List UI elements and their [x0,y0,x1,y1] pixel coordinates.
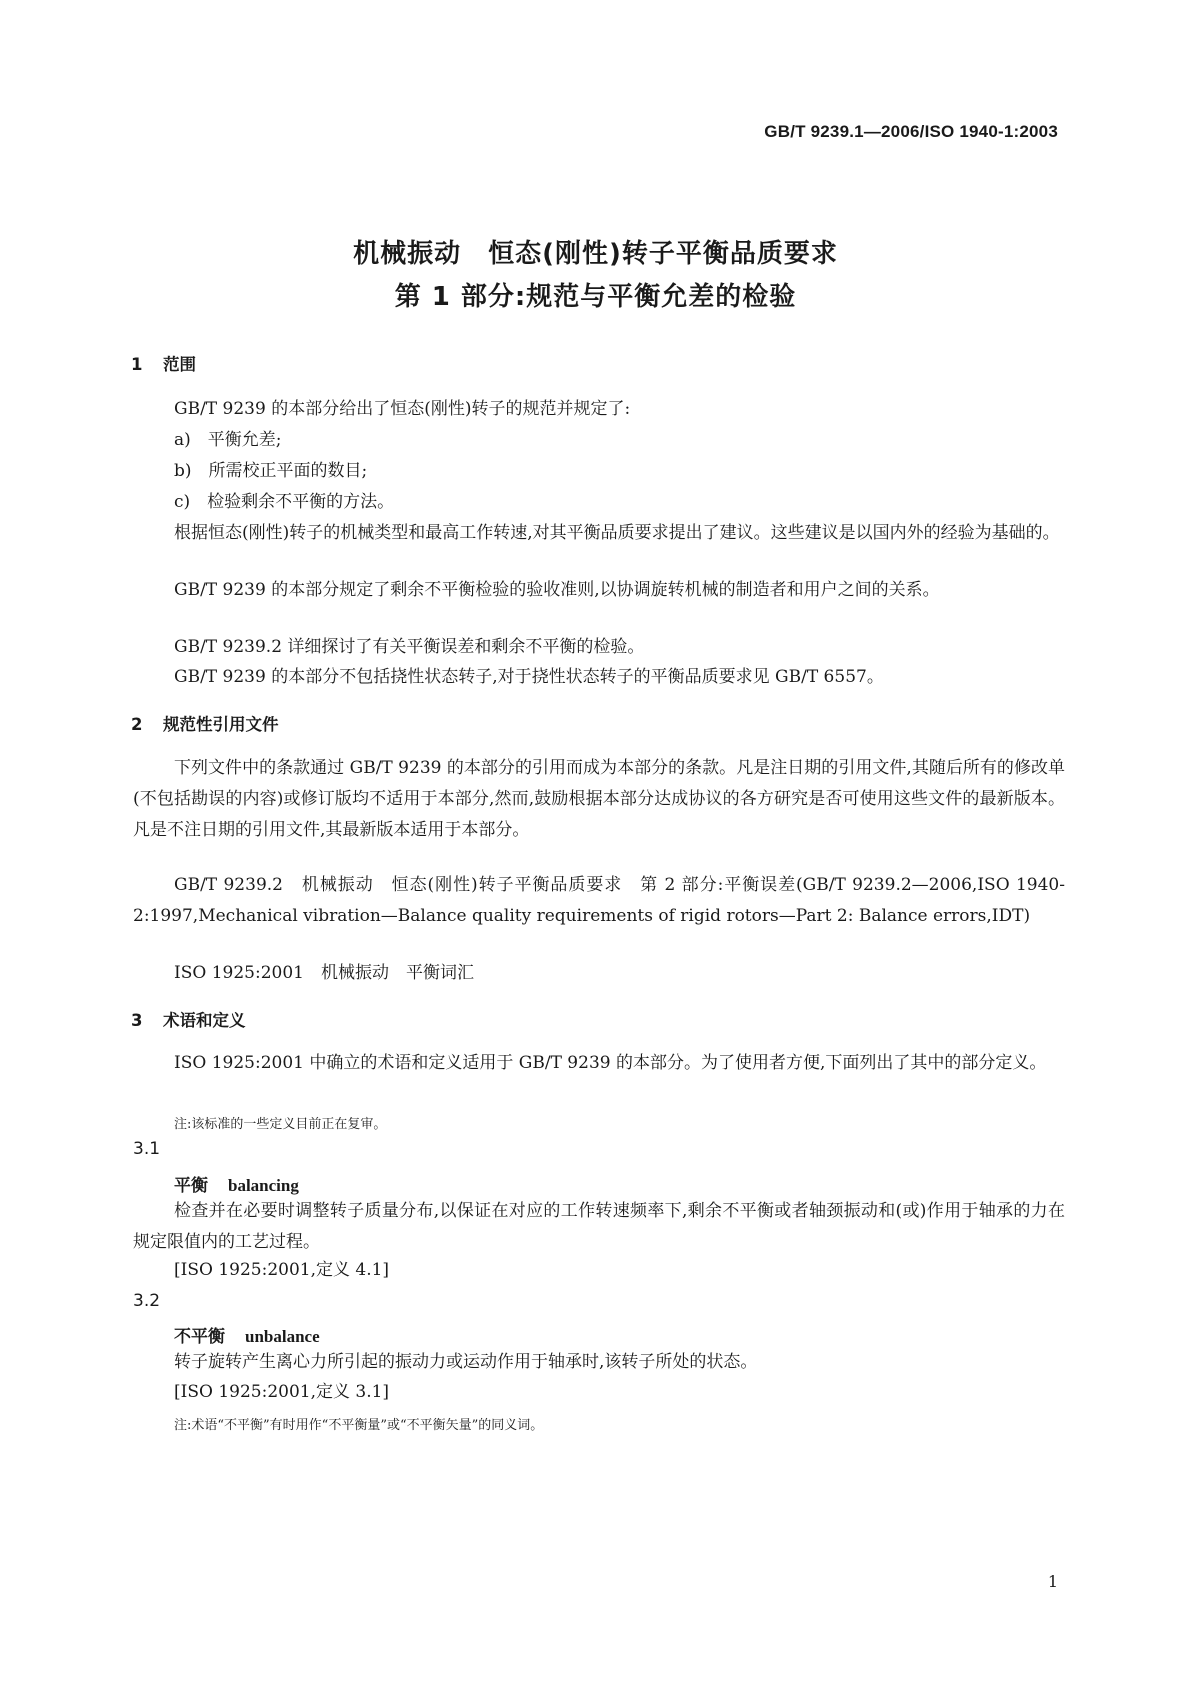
note: 注:该标准的一些定义目前正在复审。 [174,1117,387,1132]
term-chinese: 平衡 [174,1176,208,1196]
scope-paragraph-3: GB/T 9239.2 详细探讨了有关平衡误差和剩余不平衡的检验。 [174,637,645,657]
section-title: 术语和定义 [163,1011,246,1030]
term-number: 3.2 [133,1291,161,1311]
section-3-heading [131,1007,246,1031]
list-item: b) 所需校正平面的数目; [174,461,368,481]
section-number: 3 [131,1011,143,1030]
section-number: 1 [131,355,143,374]
page-number: 1 [1047,1572,1058,1591]
scope-intro: GB/T 9239 的本部分给出了恒态(刚性)转子的规范并规定了: [174,399,631,419]
term-english: unbalance [245,1327,320,1346]
term-heading [174,1322,320,1347]
term-source: [ISO 1925:2001,定义 3.1] [174,1382,390,1402]
reference-entry: GB/T 9239.2 机械振动 恒态(刚性)转子平衡品质要求 第 2 部分:平衡误差(GB/T 9239.2—2006,ISO 1940-2:1997,Mechanical vibration—Balance quality requirements of rigid rotors—Part 2: Balance errors,IDT) [133,875,1065,926]
term-english: balancing [228,1176,299,1195]
document-title-line1: 机械振动 恒态(刚性)转子平衡品质要求 [353,239,838,269]
note: 注:术语“不平衡”有时用作“不平衡量”或“不平衡矢量”的同义词。 [174,1418,544,1433]
normative-references-paragraph: 下列文件中的条款通过 GB/T 9239 的本部分的引用而成为本部分的条款。凡是注日期的引用文件,其随后所有的修改单(不包括勘误的内容)或修订版均不适用于本部分,然而,鼓励根据本部分达成协议的各方研究是否可使用这些文件的最新版本。凡是不注日期的引用文件,其最新版本适用于本部分。 [133,758,1065,840]
term-heading [174,1171,299,1196]
scope-paragraph-1: 根据恒态(刚性)转子的机械类型和最高工作转速,对其平衡品质要求提出了建议。这些建议是以国内外的经验为基础的。 [174,523,1060,543]
term-definition: 转子旋转产生离心力所引起的振动力或运动作用于轴承时,该转子所处的状态。 [174,1352,758,1372]
scope-paragraph-4: GB/T 9239 的本部分不包括挠性状态转子,对于挠性状态转子的平衡品质要求见 GB/T 6557。 [174,667,884,687]
list-item: c) 检验剩余不平衡的方法。 [174,492,395,512]
term-source: [ISO 1925:2001,定义 4.1] [174,1260,390,1280]
term-definition: 检查并在必要时调整转子质量分布,以保证在对应的工作转速频率下,剩余不平衡或者轴颈振动和(或)作用于轴承的力在规定限值内的工艺过程。 [133,1201,1065,1252]
reference-entry: ISO 1925:2001 机械振动 平衡词汇 [174,963,474,983]
term-chinese: 不平衡 [174,1327,225,1347]
scope-paragraph-2: GB/T 9239 的本部分规定了剩余不平衡检验的验收准则,以协调旋转机械的制造者和用户之间的关系。 [174,580,940,600]
document-title-line2: 第 1 部分:规范与平衡允差的检验 [394,282,797,312]
term-number: 3.1 [133,1139,161,1159]
section-number: 2 [131,715,143,734]
standard-code: GB/T 9239.1—2006/ISO 1940-1:2003 [764,122,1058,141]
section-title: 范围 [163,355,196,374]
section-title: 规范性引用文件 [163,715,279,734]
list-item: a) 平衡允差; [174,430,282,450]
terms-paragraph: ISO 1925:2001 中确立的术语和定义适用于 GB/T 9239 的本部分。为了使用者方便,下面列出了其中的部分定义。 [174,1053,1047,1073]
section-1-heading [131,351,196,375]
section-2-heading [131,711,279,735]
